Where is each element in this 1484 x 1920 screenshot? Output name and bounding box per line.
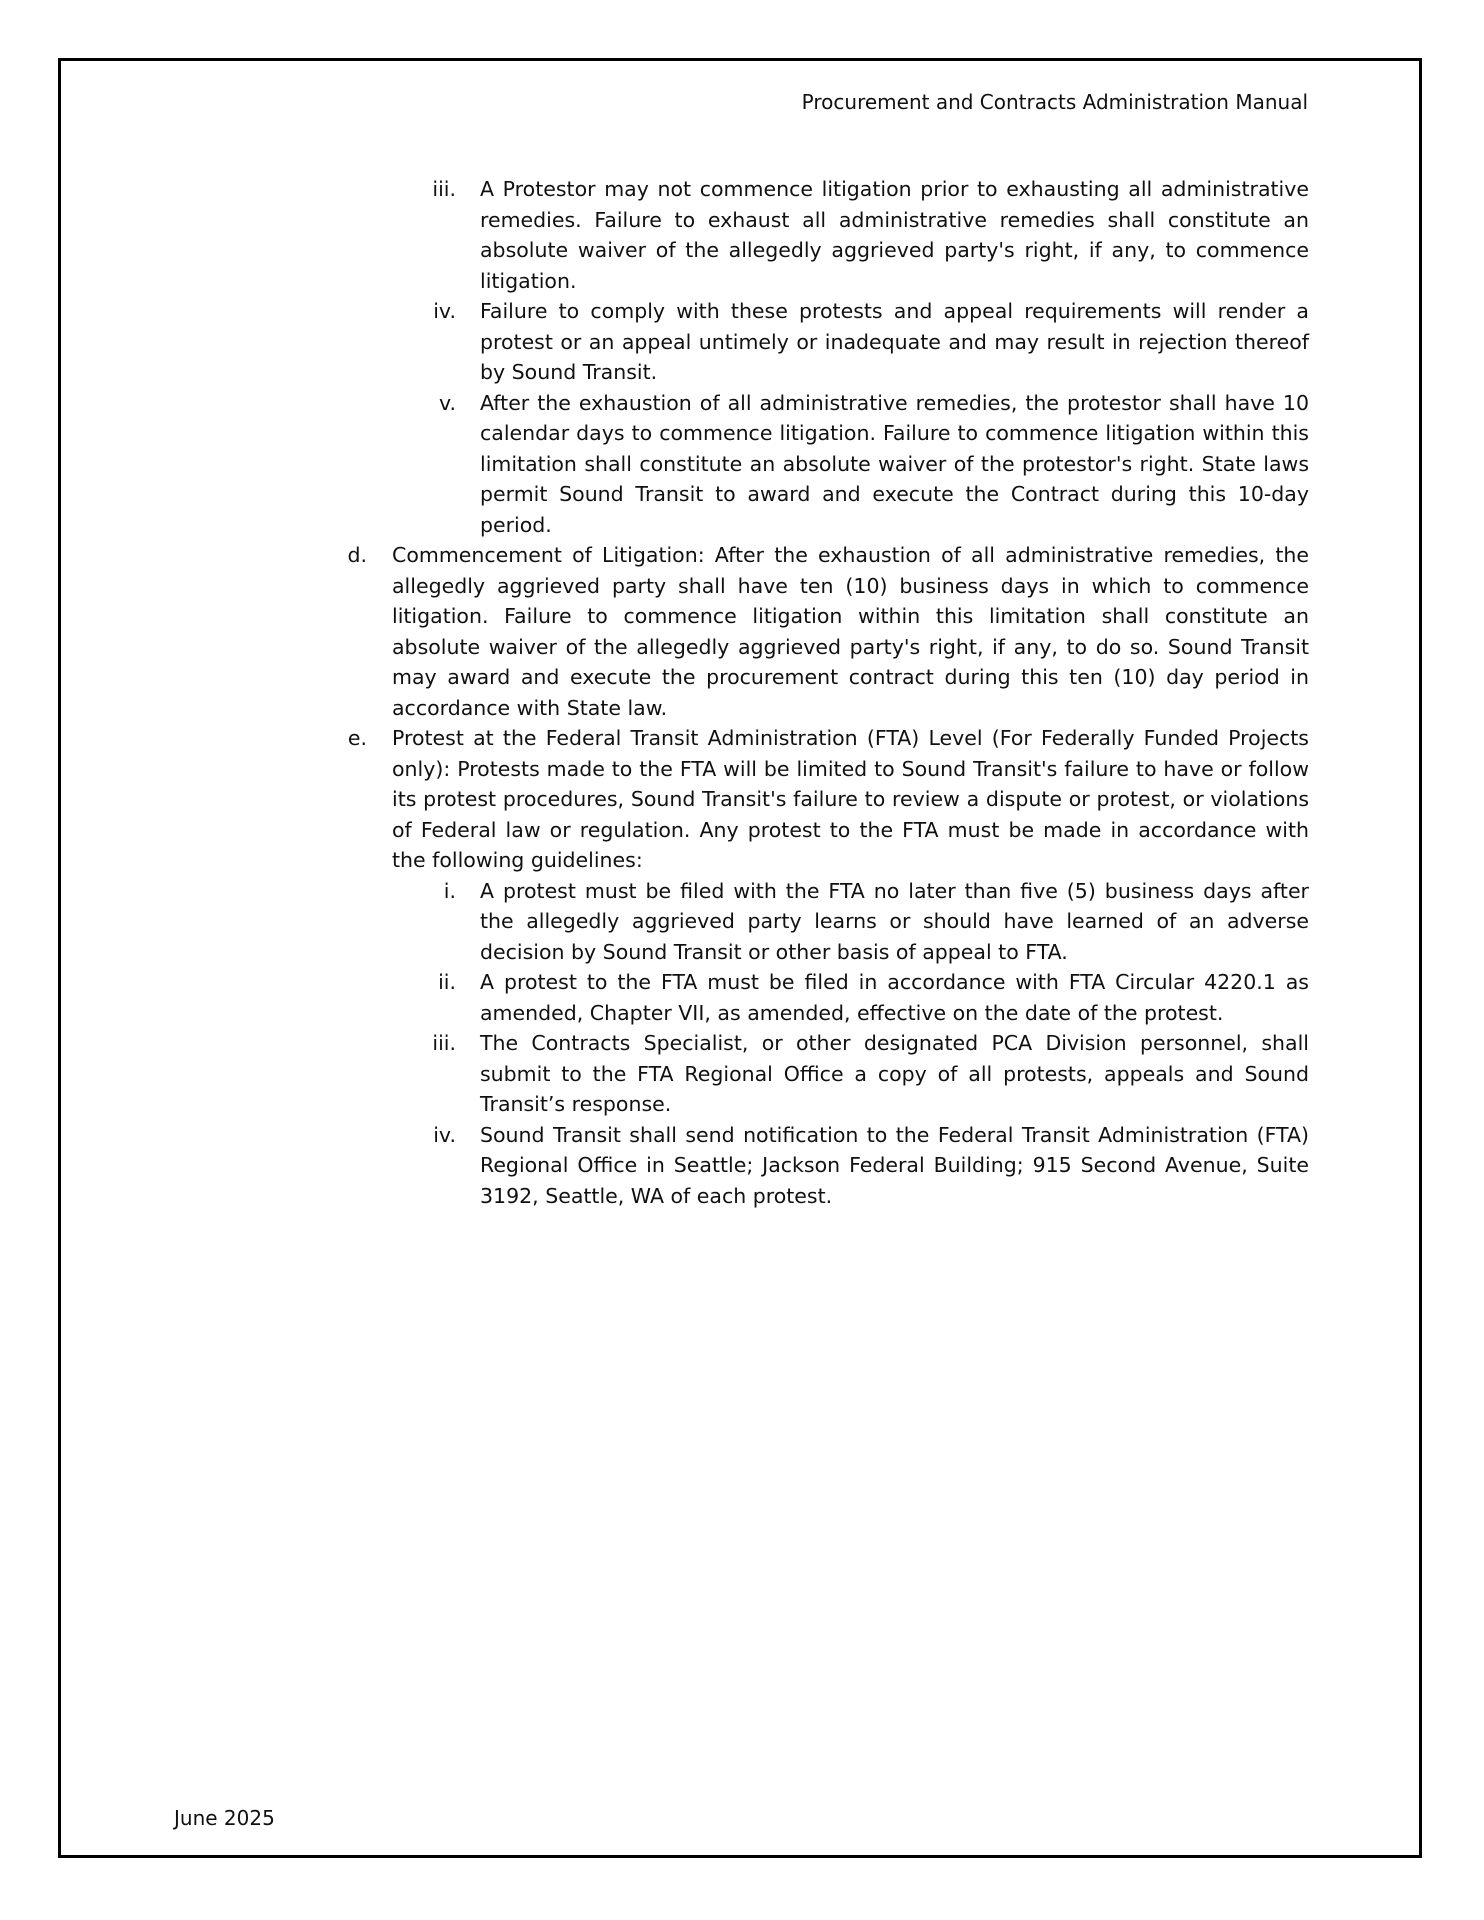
list-marker: i. [443,878,456,903]
list-marker: v. [438,390,456,415]
list-item-iv-compliance [433,296,1309,388]
document-body [0,174,1484,1211]
list-item-text: A protest must be filed with the FTA no later than five (5) business days after the allegedly aggrieved party learns or should have learned of an adverse decision by Sound Transit or other basis of appeal to FTA. [480,878,1309,964]
list-item-ii-circular [438,967,1309,1028]
list-marker: iv. [433,299,456,323]
list-item-text: Sound Transit shall send notification to the Federal Transit Administration (FTA) Regional Office in Seattle; Jackson Federal Building; 915 Second Avenue, Suite 3192, Seattle, WA of each protest. [480,1122,1309,1208]
list-item-text: The Contracts Specialist, or other designated PCA Division personnel, shall submit to the FTA Regional Office a copy of all protests, appeals and Sound Transit’s response. [480,1031,1309,1116]
list-item-text: A protest to the FTA must be filed in accordance with FTA Circular 4220.1 as amended, Chapter VII, as amended, effective on the date of the protest. [480,970,1309,1025]
list-item-text: Commencement of Litigation: After the exhaustion of all administrative remedies, the allegedly aggrieved party shall have ten (10) business days in which to commence litigation. Failure to commence litigation within this limitation shall constitute an absolute waiver of the allegedly aggrieved party's right, if any, to do so. Sound Transit may award and execute the procurement contract during this ten (10) day period in accordance with State law. [392,543,1309,720]
list-item-v-exhaustion [438,388,1309,541]
list-marker: iii. [432,177,456,201]
running-header: Procurement and Contracts Administration Manual [801,90,1308,114]
list-item-i-filing-deadline [443,876,1309,968]
list-item-iii-litigation [432,174,1309,296]
running-footer-date: June 2025 [174,1806,275,1830]
list-item-text: Failure to comply with these protests and appeal requirements will render a protest or an appeal untimely or inadequate and may result in rejection thereof by Sound Transit. [480,299,1309,384]
list-marker: d. [347,543,367,567]
list-item-iii-submission [432,1028,1309,1120]
list-item-iv-notification [433,1120,1309,1212]
list-marker: e. [347,726,367,750]
list-item-e-fta-protest [347,723,1309,876]
list-item-text: After the exhaustion of all administrative remedies, the protestor shall have 10 calendar days to commence litigation. Failure to commence litigation within this limitation shall constitute an absolute waiver of the protestor's right. State laws permit Sound Transit to award and execute the Contract during this 10-day period. [480,390,1309,537]
list-item-d-commencement [347,540,1309,723]
list-marker: iii. [432,1031,456,1055]
list-marker: ii. [438,970,456,994]
list-item-text: A Protestor may not commence litigation prior to exhausting all administrative remedies. Failure to exhaust all administrative remedies shall constitute an absolute waiver of the allegedly aggrieved party's right, if any, to commence litigation. [480,177,1309,293]
list-item-text: Protest at the Federal Transit Administration (FTA) Level (For Federally Funded Projects only): Protests made to the FTA will be limited to Sound Transit's failure to have or follow its protest procedures, Sound Transit's failure to review a dispute or protest, or violations of Federal law or regulation. Any protest to the FTA must be made in accordance with the following guidelines: [392,726,1309,872]
list-marker: iv. [433,1122,456,1147]
